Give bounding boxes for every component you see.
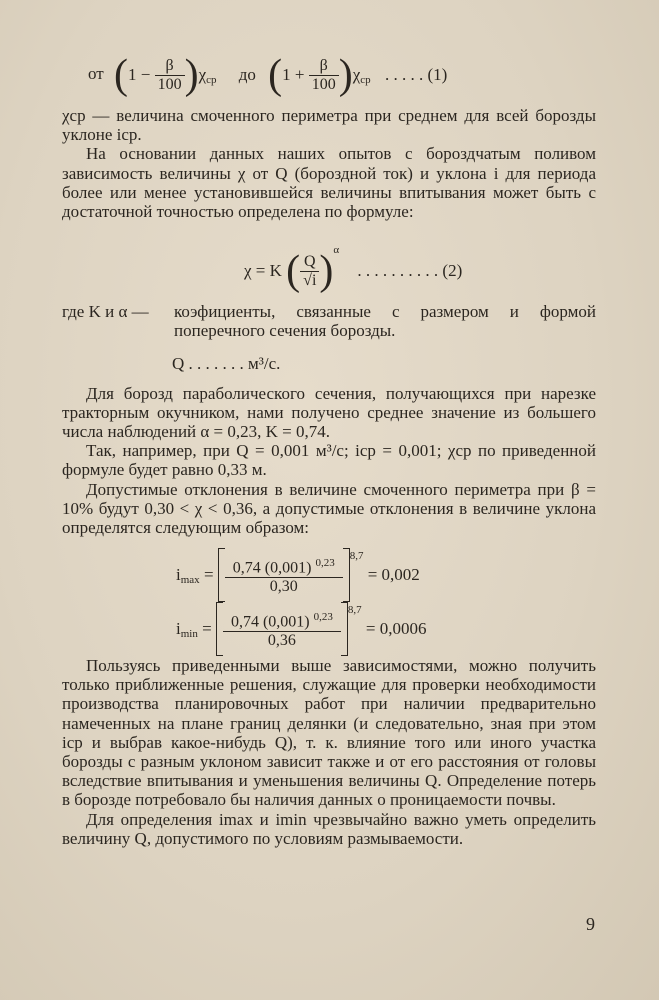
paragraph-parabolic: Для борозд параболического сечения, получающихся при нарезке тракторным окучником, нами получено среднее значение из большего числа наблюдений α = 0,23, K = 0,74. bbox=[62, 383, 596, 442]
eq2-number: . . . . . . . . . . (2) bbox=[357, 261, 463, 281]
page-number: 9 bbox=[586, 914, 595, 934]
equation-2: χ = K ( $\frac{Q}{√i}$ )$^\alpha$ . . . . . . . . . . (2) bbox=[244, 244, 463, 295]
paragraph-final: Для определения imax и imin чрезвычайно важно уметь определить величину Q, допустимого по условиям размываемости. bbox=[62, 809, 596, 848]
imax-value: 0,002 bbox=[381, 565, 420, 584]
equation-imax: $i_{max}$ = $\frac{0,74 (0,001) ^{0,23}}{0,30}$ $^{8,7}$ = 0,002 bbox=[176, 548, 420, 602]
where-prefix: где K и α — bbox=[62, 302, 149, 321]
paragraph-block-1 bbox=[62, 106, 596, 221]
paragraph-chi-def: χср — величина смоченного периметра при среднем для всей борозды уклоне iср. bbox=[62, 106, 596, 145]
paragraph-block-2 bbox=[62, 302, 596, 537]
equation-1: от (1 − $\frac{\beta}{100}$ )$\chi_{ср}$ до (1 + $\frac{\beta}{100}$ )$\chi_{ср}$ . . . . . (1) bbox=[88, 52, 448, 98]
eq1-number: . . . . . (1) bbox=[384, 65, 448, 84]
eq1-to-word: до bbox=[238, 65, 256, 84]
paragraph-formula-intro: На основании данных наших опытов с бороздчатым поливом зависимость величины χ от Q (бороздной ток) и уклона i для периода более или менее установившейся величины впитывания может быть с достаточной точностью определена по формуле: bbox=[62, 144, 596, 222]
where-text: коэфициенты, связанные с размером и формой поперечного сечения борозды. bbox=[174, 302, 596, 341]
paragraph-approx: Пользуясь приведенными выше зависимостями, можно получить только приближенные решения, служащие для проверки необходимости производства планировочных работ при наличии предварительно намеченных на плане границ делянки (и следовательно, зная при этом iср и выбрав какое-нибудь Q), т. к. влияние того или иного участка борозды с разным уклоном зависит также и от его расстояния от головы вследствие впитывания и уменьшения величины Q. Определение потерь в борозде потребовало бы наличия данных о проницаемости почвы. bbox=[62, 656, 596, 810]
eq1-from-word: от bbox=[88, 63, 104, 83]
equation-imin: $i_{min}$ = $\frac{0,74 (0,001) ^{0,23}}{0,36}$ $^{8,7}$ = 0,0006 bbox=[176, 602, 426, 656]
paragraph-block-3 bbox=[62, 656, 596, 848]
imin-value: 0,0006 bbox=[379, 619, 427, 638]
units-line: Q . . . . . . . м³/с. bbox=[172, 354, 281, 374]
where-clause bbox=[62, 302, 596, 340]
paragraph-deviations: Допустимые отклонения в величине смоченного периметра при β = 10% будут 0,30 < χ < 0,36, а допустимые отклонения в величине уклона определятся следующим образом: bbox=[62, 479, 596, 538]
paragraph-example: Так, например, при Q = 0,001 м³/с; iср = 0,001; χср по приведенной формуле будет равно 0,33 м. bbox=[62, 441, 596, 480]
